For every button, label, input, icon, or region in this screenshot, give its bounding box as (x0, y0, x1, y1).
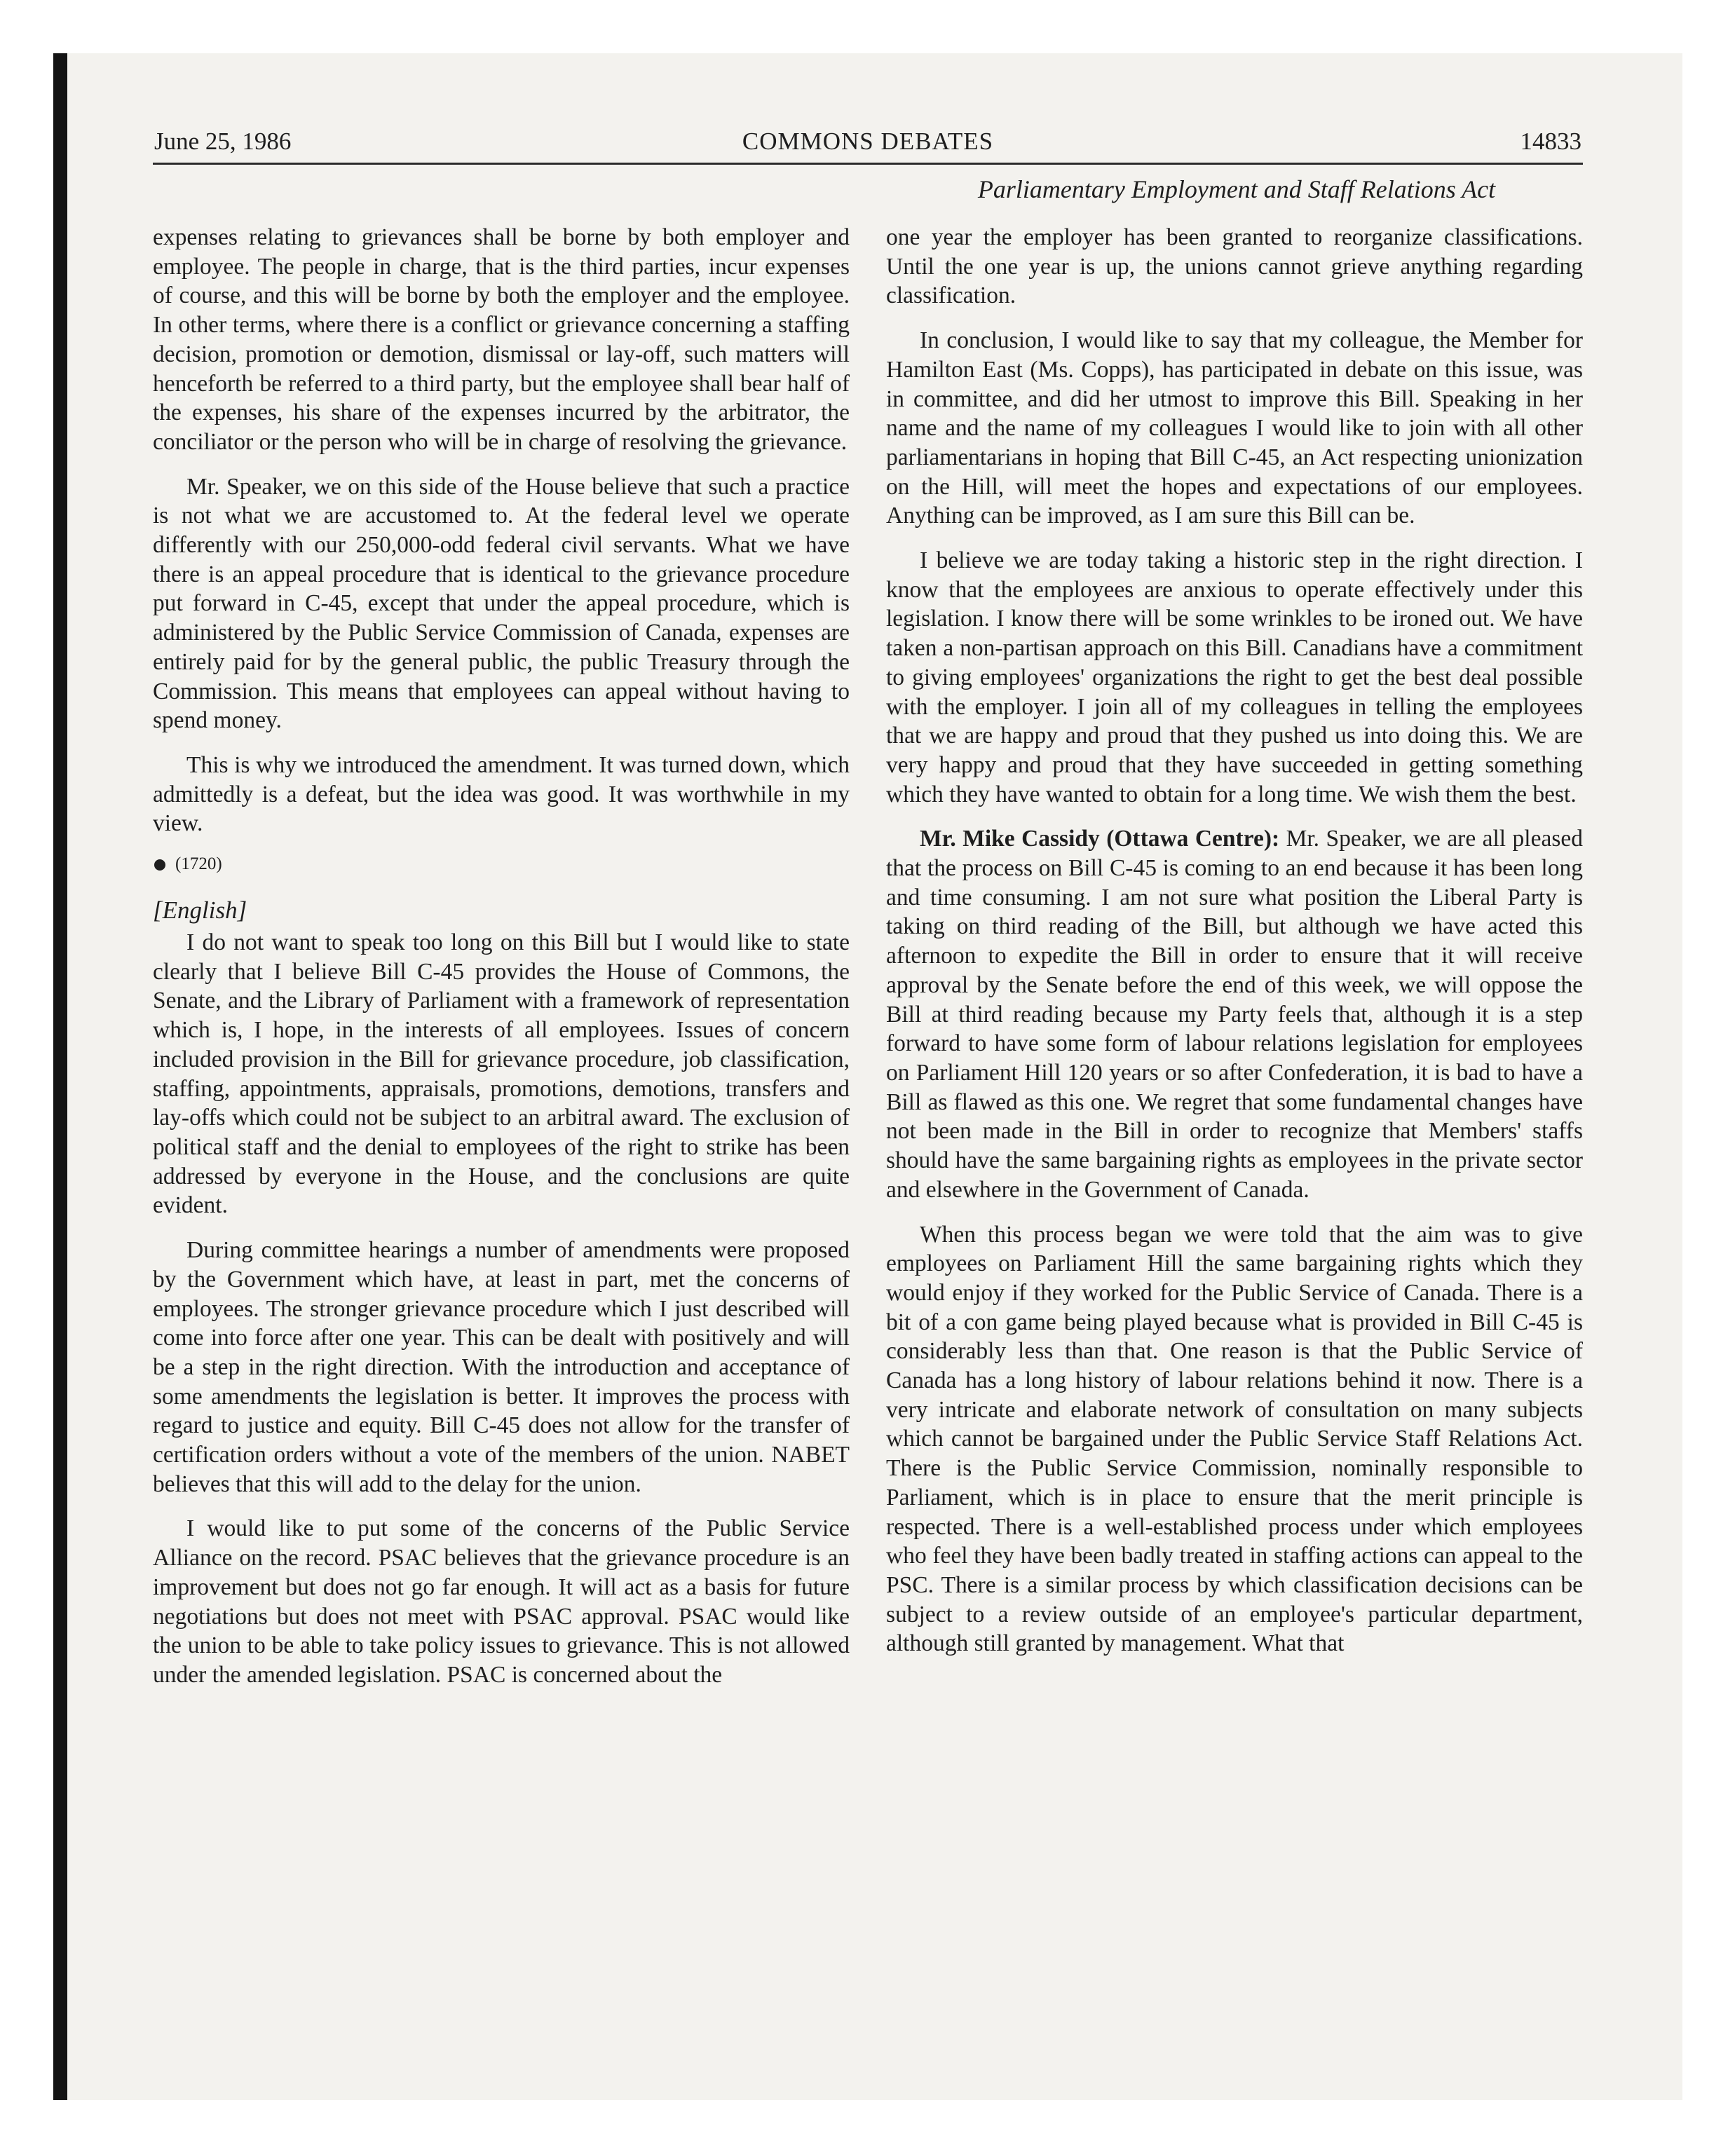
paragraph: one year the employer has been granted to reorganize classifications. Until the one year is up, the unions cannot grieve anything regarding classification. (886, 224, 1583, 309)
header-page-number: 14833 (1520, 128, 1581, 155)
paragraph: expenses relating to grievances shall be borne by both employer and employee. The people in charge, that is the third parties, incur expenses of course, and this will be borne by both the employer and the employee. In other terms, where there is a conflict or grievance concerning a staffing decision, promotion or demotion, dismissal or lay-off, such matters will henceforth be referred to a third party, but the employee shall bear half of the expenses, his share of the expenses incurred by the arbitrator, the conciliator or the person who will be in charge of resolving the grievance. (153, 224, 850, 455)
paragraph: I would like to put some of the concerns of the Public Service Alliance on the record. PSAC believes that the grievance procedure is an improvement but does not go far enough. It will act as a basis for future negotiations but does not meet with PSAC approval. PSAC would like the union to be able to take policy issues to grievance. This is not allowed under the amended legislation. PSAC is concerned about the (153, 1515, 850, 1688)
left-column (153, 223, 850, 1705)
language-tag: [English] (153, 896, 247, 925)
paragraph: During committee hearings a number of amendments were proposed by the Government which have, at least in part, met the concerns of employees. The stronger grievance procedure which I just described will come into force after one year. This can be dealt with positively and will be a step in the right direction. With the introduction and acceptance of some amendments the legislation is better. It improves the process with regard to justice and equity. Bill C-45 does not allow for the transfer of certification orders without a vote of the members of the union. NABET believes that this will add to the delay for the union. (153, 1237, 850, 1497)
speech-text: Mr. Speaker, we are all pleased that the process on Bill C-45 is coming to an end because it has been long and time consuming. I am not sure what position the Liberal Party is taking on third reading of the Bill, but although we have acted this afternoon to expedite the Bill in order to ensure that it will receive approval by the Senate before the end of this week, we will oppose the Bill at third reading because my Party feels that, although it is a step forward to have some form of labour relations legislation for employees on Parliament Hill 120 years or so after Confederation, it is bad to have a Bill as flawed as this one. We regret that some fundamental changes have not been made in the Bill in order to recognize that Members' staffs should have the same bargaining rights as employees in the private sector and elsewhere in the Government of Canada. (886, 826, 1583, 1203)
paragraph: This is why we introduced the amendment. It was turned down, which admittedly is a defeat, but the idea was good. It was worthwhile in my view. (153, 751, 850, 837)
paragraph (886, 824, 1583, 1204)
running-title: Parliamentary Employment and Staff Relations Act (977, 175, 1496, 203)
paragraph: In conclusion, I would like to say that my colleague, the Member for Hamilton East (Ms. Copps), has participated in debate on this issue, was in committee, and did her utmost to improve this Bill. Speaking in her name and the name of my colleagues I would like to join with all other parliamentarians in hoping that Bill C-45, an Act respecting unionization on the Hill, will meet the hopes and expectations of our employees. Anything can be improved, as I am sure this Bill can be. (886, 327, 1583, 529)
right-column (886, 223, 1583, 1674)
header-date: June 25, 1986 (154, 128, 292, 155)
page-header (153, 123, 1583, 165)
bullet-icon (154, 859, 165, 871)
paragraph: Mr. Speaker, we on this side of the House believe that such a practice is not what we are accustomed to. At the federal level we operate differently with our 250,000-odd federal civil servants. What we have there is an appeal procedure that is identical to the grievance procedure put forward in C-45, except that under the appeal procedure, which is administered by the Public Service Commission of Canada, expenses are entirely paid for by the general public, the public Treasury through the Commission. This means that employees can appeal without having to spend money. (153, 473, 850, 734)
header-publication: COMMONS DEBATES (742, 128, 994, 155)
paragraph: When this process began we were told that the aim was to give employees on Parliament Hill the same bargaining rights which they would enjoy if they worked for the Public Service of Canada. There is a bit of a con game being played because what is provided in Bill C-45 is considerably less than that. One reason is that the Public Service of Canada has a long history of labour relations behind it now. There is a very intricate and elaborate network of consultation on many subjects which cannot be bargained under the Public Service Staff Relations Act. There is the Public Service Commission, nominally responsible to Parliament, which is in place to ensure that the merit principle is respected. There is a well-established process under which employees who feel they have been badly treated in staffing actions can appeal to the PSC. There is a similar process by which classification decisions can be subject to a review outside of an employee's particular department, although still granted by management. What that (886, 1221, 1583, 1657)
paragraph: I do not want to speak too long on this Bill but I would like to state clearly that I believe Bill C-45 provides the House of Commons, the Senate, and the Library of Parliament with a framework of representation which is, I hope, in the interests of all employees. Issues of concern included provision in the Bill for grievance procedure, job classification, staffing, appointments, appraisals, promotions, demotions, transfers and lay-offs which could not be subject to an arbitral award. The exclusion of political staff and the denial to employees of the right to strike has been addressed by everyone in the House, and the conclusions are quite evident. (153, 929, 850, 1219)
speaker-name: Mr. Mike Cassidy (Ottawa Centre): (920, 826, 1280, 852)
scan-border (53, 53, 67, 2100)
time-marker (153, 854, 850, 875)
paragraph: I believe we are today taking a historic step in the right direction. I know that the employees are anxious to operate effectively under this legislation. I know there will be some wrinkles to be ironed out. We have taken a non-partisan approach on this Bill. Canadians have a commitment to giving employees' organizations the right to get the best deal possible with the employer. I join all of my colleagues in telling the employees that we are happy and proud that they pushed us into doing this. We are very happy and proud that they have succeeded in getting something which they have wanted to obtain for a long time. We wish them the best. (886, 547, 1583, 807)
time-marker-text: (1720) (175, 854, 222, 874)
